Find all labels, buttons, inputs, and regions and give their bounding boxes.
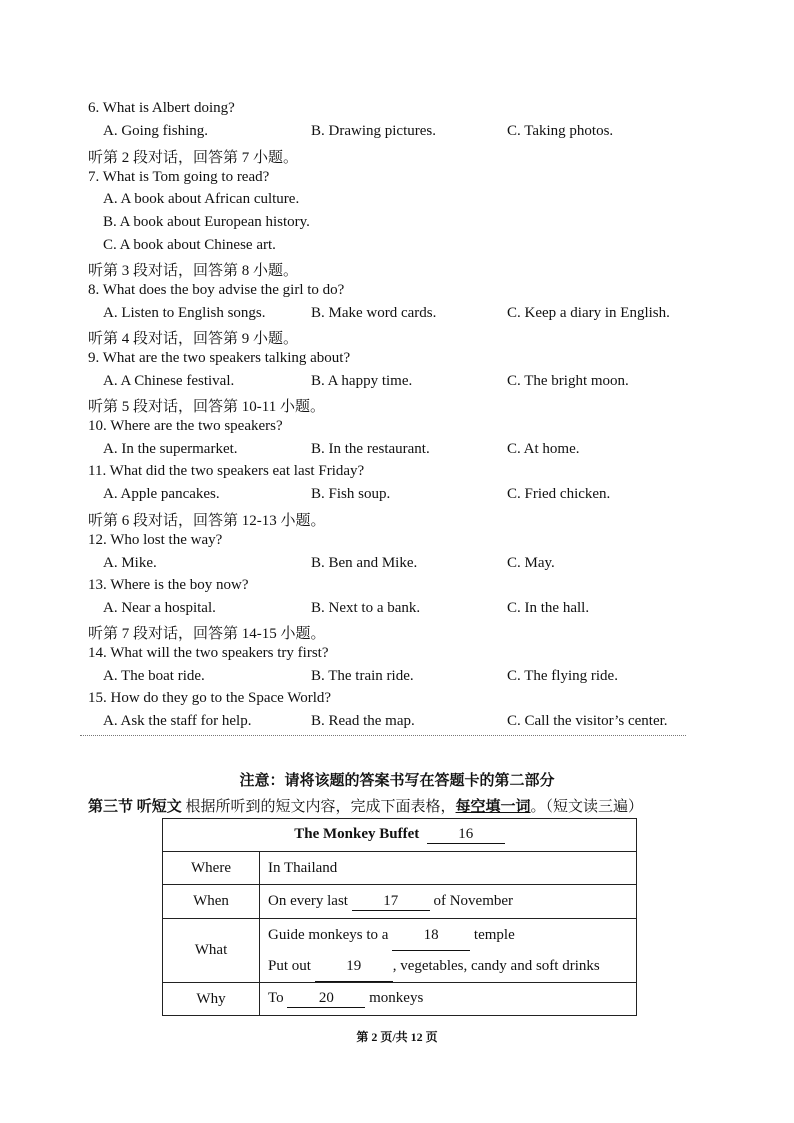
question-9: 9. What are the two speakers talking about? xyxy=(88,350,351,366)
table-row xyxy=(163,819,637,852)
option-c: C. The bright moon. xyxy=(507,373,629,389)
table-row xyxy=(163,983,637,1016)
table-row xyxy=(163,852,637,885)
option-b: B. A book about European history. xyxy=(103,214,310,230)
why-label: Why xyxy=(163,983,260,1016)
dotted-divider xyxy=(80,735,686,736)
question-14: 14. What will the two speakers try first? xyxy=(88,645,329,661)
instruction-dialogue-5: 听第 5 段对话，回答第 10-11 小题。 xyxy=(88,399,325,415)
when-value xyxy=(260,885,637,919)
question-11: 11. What did the two speakers eat last Friday? xyxy=(88,463,365,479)
why-value xyxy=(260,983,637,1016)
blank-16: 16 xyxy=(427,826,505,844)
when-post: of November xyxy=(433,892,514,909)
option-a: A. Apple pancakes. xyxy=(103,486,220,502)
section-3-text: 根据所听到的短文内容，完成下面表格， xyxy=(185,799,456,815)
question-13: 13. Where is the boy now? xyxy=(88,577,249,593)
option-a: A. The boat ride. xyxy=(103,668,205,684)
option-c: C. Taking photos. xyxy=(507,123,614,139)
option-a: A. Mike. xyxy=(103,555,157,571)
option-b: B. Make word cards. xyxy=(311,305,437,321)
instruction-dialogue-4: 听第 4 段对话，回答第 9 小题。 xyxy=(88,331,299,347)
why-pre: To xyxy=(268,990,284,1006)
instruction-dialogue-7: 听第 7 段对话，回答第 14-15 小题。 xyxy=(88,626,326,642)
section-3-heading: 第三节 听短文 xyxy=(88,799,182,815)
when-pre: On every last xyxy=(268,892,348,909)
what1-pre: Guide monkeys to a xyxy=(268,926,389,943)
question-15: 15. How do they go to the Space World? xyxy=(88,690,332,706)
question-7: 7. What is Tom going to read? xyxy=(88,169,270,185)
question-6: 6. What is Albert doing? xyxy=(88,100,235,116)
table-row xyxy=(163,885,637,919)
option-b: B. Next to a bank. xyxy=(311,600,421,616)
what2-pre: Put out xyxy=(268,957,311,974)
option-a: A. Going fishing. xyxy=(103,123,208,139)
option-c: C. In the hall. xyxy=(507,600,590,616)
what-line-2 xyxy=(268,951,628,982)
option-c: C. Fried chicken. xyxy=(507,486,611,502)
instruction-dialogue-2: 听第 2 段对话，回答第 7 小题。 xyxy=(88,150,299,166)
option-a: A. Near a hospital. xyxy=(103,600,216,616)
instruction-dialogue-6: 听第 6 段对话，回答第 12-13 小题。 xyxy=(88,513,326,529)
option-a: A. A book about African culture. xyxy=(103,191,300,207)
table-title-cell xyxy=(163,819,637,852)
option-a: A. Listen to English songs. xyxy=(103,305,266,321)
question-12: 12. Who lost the way? xyxy=(88,532,223,548)
what-value xyxy=(260,919,637,983)
blank-19: 19 xyxy=(315,951,393,982)
page-footer: 第 2 页/共 12 页 xyxy=(356,1030,438,1044)
table-row xyxy=(163,919,637,983)
blank-20: 20 xyxy=(287,990,365,1008)
option-b: B. Read the map. xyxy=(311,713,415,729)
answer-notice: 注意：请将该题的答案书写在答题卡的第二部分 xyxy=(239,773,555,789)
option-c: C. Call the visitor’s center. xyxy=(507,713,668,729)
option-c: C. A book about Chinese art. xyxy=(103,237,276,253)
what-line-1 xyxy=(268,920,628,951)
option-b: B. The train ride. xyxy=(311,668,414,684)
option-a: A. Ask the staff for help. xyxy=(103,713,252,729)
option-a: A. A Chinese festival. xyxy=(103,373,235,389)
section-3-instructions xyxy=(88,795,643,816)
option-b: B. Drawing pictures. xyxy=(311,123,436,139)
option-c: C. May. xyxy=(507,555,555,571)
question-10: 10. Where are the two speakers? xyxy=(88,418,283,434)
table-title: The Monkey Buffet xyxy=(294,826,420,842)
when-label: When xyxy=(163,885,260,919)
instruction-dialogue-3: 听第 3 段对话，回答第 8 小题。 xyxy=(88,263,299,279)
section-3-text-end: 。（短文读三遍） xyxy=(530,799,644,815)
where-label: Where xyxy=(163,852,260,885)
why-post: monkeys xyxy=(369,990,424,1006)
question-8: 8. What does the boy advise the girl to do? xyxy=(88,282,345,298)
what-label: What xyxy=(163,919,260,983)
option-c: C. At home. xyxy=(507,441,580,457)
option-c: C. The flying ride. xyxy=(507,668,618,684)
what1-post: temple xyxy=(473,926,515,943)
blank-18: 18 xyxy=(392,920,470,951)
option-b: B. A happy time. xyxy=(311,373,413,389)
where-value: In Thailand xyxy=(260,852,637,885)
what2-post: , vegetables, candy and soft drinks xyxy=(392,957,600,974)
option-b: B. Fish soup. xyxy=(311,486,391,502)
section-3-emphasis: 每空填一词 xyxy=(455,799,531,815)
blank-17: 17 xyxy=(352,893,430,911)
option-a: A. In the supermarket. xyxy=(103,441,238,457)
option-b: B. In the restaurant. xyxy=(311,441,430,457)
option-c: C. Keep a diary in English. xyxy=(507,305,670,321)
option-b: B. Ben and Mike. xyxy=(311,555,418,571)
monkey-buffet-table xyxy=(162,818,637,1016)
